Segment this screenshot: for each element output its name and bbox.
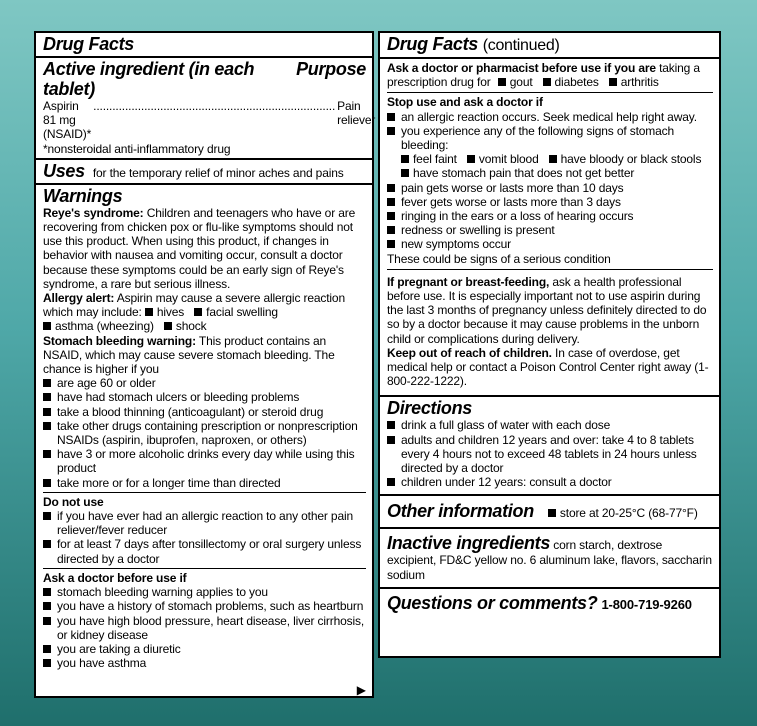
bleed-sign: have bloody or black stools (560, 152, 702, 167)
list-item: stomach bleeding warning applies to you (43, 585, 366, 599)
title-section (36, 33, 372, 58)
list-item: you have high blood pressure, heart disease, liver cirrhosis, or kidney disease (43, 614, 366, 642)
list-item: you experience any of the following signs of stomach bleeding: (387, 124, 713, 152)
bleed-signs-row (387, 152, 713, 166)
keep-out-of-reach: Keep out of reach of children. In case of overdose, get medical help or contact a Poison Control Center right away (1-800-222-1222). (387, 345, 709, 389)
list-item: take more or for a longer time than directed (43, 476, 366, 490)
continued-arrow-icon: ▶ (356, 682, 366, 697)
ingredient-purpose: Pain reliever (337, 99, 376, 128)
inactive-ingredients-section (380, 529, 719, 588)
questions-heading: Questions or comments? (387, 592, 598, 613)
list-item: have 3 or more alcoholic drinks every day while using this product (43, 447, 366, 475)
uses-section (36, 160, 372, 185)
other-info-heading: Other information (387, 501, 534, 522)
list-item: ringing in the ears or a loss of hearing occurs (387, 209, 713, 223)
panel-title-continued: Drug Facts (387, 34, 479, 54)
bleed-sign: feel faint (413, 152, 457, 167)
inactive-ingredients-heading: Inactive ingredients (387, 533, 551, 554)
title-section-continued (380, 33, 719, 397)
leader-dots: ............................................................................ (93, 99, 336, 113)
allergy-item: facial swelling (206, 305, 278, 320)
condition-item: diabetes (554, 75, 599, 90)
list-item: you have asthma (43, 656, 366, 670)
active-ingredient-section (36, 58, 376, 160)
list-item: redness or swelling is present (387, 223, 713, 237)
other-info-text: store at 20-25°C (68-77°F) (548, 506, 698, 520)
list-item: are age 60 or older (43, 376, 366, 390)
uses-heading: Uses (43, 160, 85, 181)
ask-doctor-heading: Ask a doctor before use if (43, 568, 366, 585)
list-item: if you have ever had an allergic reaction to any other pain reliever/fever reducer (43, 509, 366, 537)
panel-title: Drug Facts (43, 34, 135, 54)
questions-phone: 1-800-719-9260 (601, 596, 692, 612)
bleed-sign: vomit blood (478, 152, 539, 167)
purpose-heading: Purpose (296, 59, 366, 79)
questions-section (380, 589, 719, 615)
list-item: fever gets worse or lasts more than 3 days (387, 195, 713, 209)
list-item: take a blood thinning (anticoagulant) or steroid drug (43, 405, 366, 419)
list-item: new symptoms occur (387, 237, 713, 251)
condition-item: arthritis (620, 75, 659, 90)
list-item: adults and children 12 years and over: take 4 to 8 tablets every 4 hours not to exceed 48 tablets in 24 hours unless directed by a doctor (387, 433, 713, 476)
uses-text: for the temporary relief of minor aches and pains (92, 165, 344, 180)
directions-section (380, 397, 719, 496)
list-item: drink a full glass of water with each dose (387, 418, 713, 432)
warnings-heading: Warnings (43, 185, 123, 206)
pregnancy-warning: If pregnant or breast-feeding, ask a health professional before use. It is especially important not to use aspirin during the last 3 months of pregnancy unless definitely directed to do so by a doctor because it may cause problems in the unborn child or complications during delivery. (387, 269, 713, 346)
list-item: take other drugs containing prescription or nonprescription NSAIDs (aspirin, ibuprofen, naproxen, or others) (43, 419, 366, 447)
list-item: an allergic reaction occurs. Seek medical help right away. (387, 110, 713, 124)
active-ingredient-heading: Active ingredient (in each tablet) (43, 59, 255, 99)
directions-heading: Directions (387, 398, 473, 419)
bleed-sign-extra: have stomach pain that does not get better (387, 166, 713, 180)
inactive-ingredients-text: corn starch, dextrose excipient, FD&C yellow no. 6 aluminum lake, flavors, saccharin sodium (387, 538, 712, 582)
list-item: children under 12 years: consult a doctor (387, 475, 713, 489)
nsaid-note: *nonsteroidal anti-inflammatory drug (43, 141, 231, 156)
allergy-item: hives (156, 305, 185, 320)
ingredient-name: Aspirin 81 mg (NSAID)* (43, 99, 92, 142)
list-item: have had stomach ulcers or bleeding problems (43, 390, 366, 404)
drug-facts-panel-left (34, 31, 374, 698)
stop-use-heading: Stop use and ask a doctor if (387, 92, 713, 109)
list-item: pain gets worse or lasts more than 10 days (387, 181, 713, 195)
stop-note: These could be signs of a serious condition (387, 251, 611, 266)
list-item: you are taking a diuretic (43, 642, 366, 656)
condition-item: gout (509, 75, 533, 90)
stomach-warning: Stomach bleeding warning: This product contains an NSAID, which may cause severe stomach bleeding. The chance is higher if you (43, 333, 335, 377)
continued-label: (continued) (482, 37, 560, 54)
warnings-section (36, 185, 372, 701)
allergy-alert: Allergy alert: Aspirin may cause a severe allergic reaction which may include: hives facial swelling (43, 291, 345, 320)
allergy-items-row (43, 319, 366, 333)
allergy-item: asthma (wheezing) (55, 319, 154, 334)
do-not-use-heading: Do not use (43, 492, 366, 509)
drug-facts-panel-right (378, 31, 721, 658)
reye-warning: Reye's syndrome: Children and teenagers who have or are recovering from chicken pox or flu-like symptoms should not use this product. When using this product, if changes in behavior with nausea and vomiting occur, consult a doctor because these symptoms could be an early sign of Reye's syndrome, a rare but serious illness. (43, 205, 356, 291)
other-info-section (380, 496, 719, 529)
list-item: you have a history of stomach problems, such as heartburn (43, 599, 366, 613)
ask-pharmacist: Ask a doctor or pharmacist before use if you are taking a prescription drug for gout diabetes arthritis (380, 57, 719, 90)
allergy-item: shock (175, 319, 207, 334)
list-item: for at least 7 days after tonsillectomy or oral surgery unless directed by a doctor (43, 537, 366, 565)
